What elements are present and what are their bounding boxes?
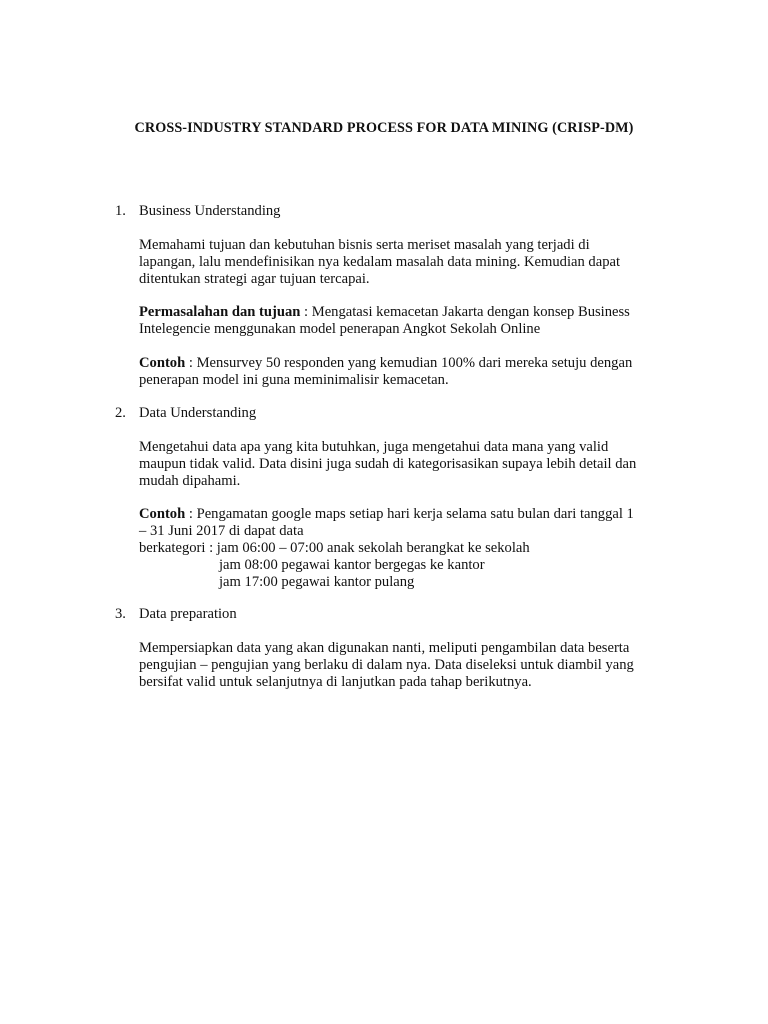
section-3-intro-line-1: Mempersiapkan data yang akan digunakan nanti, meliputi pengambilan data beserta: [139, 640, 630, 656]
section-3-title: Data preparation: [139, 606, 237, 622]
section-2-intro-line-3: mudah dipahami.: [139, 473, 241, 489]
section-2-example-text-1: : Pengamatan google maps setiap hari kerja selama satu bulan dari tanggal 1: [185, 506, 634, 522]
section-1-example-text-2: penerapan model ini guna meminimalisir kemacetan.: [139, 372, 449, 388]
section-2-number: 2.: [115, 405, 126, 421]
document-title: CROSS-INDUSTRY STANDARD PROCESS FOR DATA MINING (CRISP-DM): [134, 120, 634, 136]
section-1-title: Business Understanding: [139, 203, 281, 219]
section-2-title: Data Understanding: [139, 405, 257, 421]
section-2-category-line-2: jam 08:00 pegawai kantor bergegas ke kantor: [219, 557, 485, 573]
section-1-problem-text-2: Intelegencie menggunakan model penerapan Angkot Sekolah Online: [139, 321, 541, 337]
section-2-intro: [139, 439, 679, 490]
section-1-intro: [139, 237, 679, 288]
section-3-intro: [139, 640, 679, 691]
section-1-number: 1.: [115, 203, 126, 219]
section-3-intro-line-3: bersifat valid untuk selanjutnya di lanjutkan pada tahap berikutnya.: [139, 674, 532, 690]
section-2-category-line-1: berkategori : jam 06:00 – 07:00 anak sekolah berangkat ke sekolah: [139, 540, 530, 556]
section-2-example-label: Contoh: [139, 506, 186, 522]
section-2-intro-line-2: maupun tidak valid. Data disini juga sudah di kategorisasikan supaya lebih detail dan: [139, 456, 637, 472]
section-3-heading: [115, 606, 237, 623]
section-2-heading: [115, 405, 256, 422]
section-1-example-label: Contoh: [139, 355, 186, 371]
section-2-example-text-2: – 31 Juni 2017 di dapat data: [139, 523, 304, 539]
section-1-example-text-1: : Mensurvey 50 responden yang kemudian 100% dari mereka setuju dengan: [185, 355, 633, 371]
section-3-number: 3.: [115, 606, 126, 622]
section-1-heading: [115, 203, 280, 220]
section-1-intro-line-1: Memahami tujuan dan kebutuhan bisnis serta meriset masalah yang terjadi di: [139, 237, 590, 253]
section-1-intro-line-2: lapangan, lalu mendefinisikan nya kedalam masalah data mining. Kemudian dapat: [139, 254, 621, 270]
section-1-problem: [139, 304, 679, 338]
section-1-example: [139, 355, 679, 389]
section-2-category-line-3: jam 17:00 pegawai kantor pulang: [219, 574, 415, 590]
section-1-problem-text-1: : Mengatasi kemacetan Jakarta dengan konsep Business: [300, 304, 630, 320]
section-1-intro-line-3: ditentukan strategi agar tujuan tercapai.: [139, 271, 370, 287]
section-3-intro-line-2: pengujian – pengujian yang berlaku di dalam nya. Data diseleksi untuk diambil yang: [139, 657, 634, 673]
section-2-intro-line-1: Mengetahui data apa yang kita butuhkan, juga mengetahui data mana yang valid: [139, 439, 609, 455]
section-2-example: [139, 506, 679, 591]
section-1-problem-label: Permasalahan dan tujuan: [139, 304, 301, 320]
